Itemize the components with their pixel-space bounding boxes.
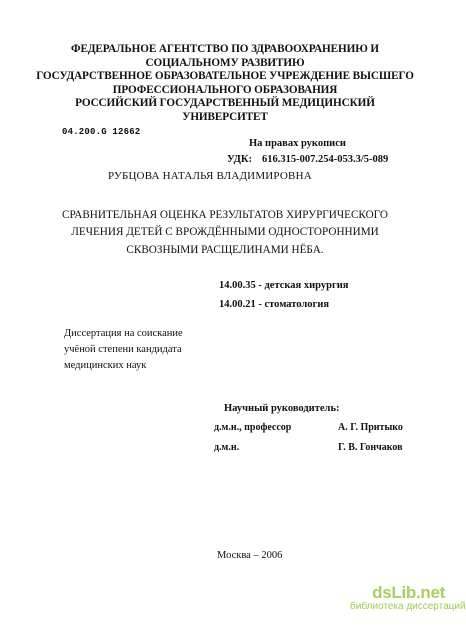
- title-line: ЛЕЧЕНИЯ ДЕТЕЙ С ВРОЖДЁННЫМИ ОДНОСТОРОННИМИ: [71, 226, 379, 239]
- library-stamp: 04.200.G 12662: [62, 127, 141, 137]
- specialty-item: 14.00.21 - стоматология: [219, 299, 330, 310]
- header-line: УНИВЕРСИТЕТ: [182, 110, 268, 123]
- degree-line: учёной степени кандидата: [64, 344, 182, 356]
- author-name: РУБЦОВА НАТАЛЬЯ ВЛАДИМИРОВНА: [108, 170, 312, 182]
- supervisor-name: Г. В. Гончаков: [338, 442, 403, 453]
- header-line: ПРОФЕССИОНАЛЬНОГО ОБРАЗОВАНИЯ: [112, 83, 338, 96]
- specialty-item: 14.00.35 - детская хирургия: [219, 280, 349, 291]
- title-line: СКВОЗНЫМИ РАСЩЕЛИНАМИ НЁБА.: [126, 243, 324, 256]
- dslib-watermark[interactable]: [350, 583, 466, 612]
- header-line: СОЦИАЛЬНОМУ РАЗВИТИЮ: [145, 56, 305, 69]
- header-line: РОССИЙСКИЙ ГОСУДАРСТВЕННЫЙ МЕДИЦИНСКИЙ: [75, 97, 375, 110]
- supervisor-title: д.м.н., профессор: [214, 422, 292, 433]
- degree-statement: [64, 326, 183, 375]
- degree-line: Диссертация на соискание: [64, 328, 183, 339]
- manuscript-rights: На правах рукописи: [249, 138, 346, 149]
- ministry-header: [0, 43, 450, 125]
- title-line: СРАВНИТЕЛЬНАЯ ОЦЕНКА РЕЗУЛЬТАТОВ ХИРУРГИЧЕСКОГО: [62, 209, 388, 221]
- place-year: Москва – 2006: [217, 550, 283, 561]
- udc-label: УДК:: [227, 154, 252, 165]
- udc-code: 616.315-007.254-053.3/5-089: [261, 154, 389, 165]
- supervisor-name: А. Г. Притыко: [338, 422, 403, 433]
- watermark-logo[interactable]: dsLib.net: [372, 583, 445, 602]
- dissertation-title: [0, 207, 450, 259]
- supervisor-title: д.м.н.: [214, 442, 240, 453]
- degree-line: медицинских наук: [64, 360, 147, 372]
- watermark-subtitle: библиотека диссертаций: [350, 601, 466, 612]
- supervisor-heading: Научный руководитель:: [224, 403, 340, 414]
- header-line: ФЕДЕРАЛЬНОЕ АГЕНТСТВО ПО ЗДРАВООХРАНЕНИЮ И: [70, 43, 380, 55]
- header-line: ГОСУДАРСТВЕННОЕ ОБРАЗОВАТЕЛЬНОЕ УЧРЕЖДЕНИЕ ВЫСШЕГО: [36, 70, 414, 83]
- udc-line: [227, 154, 388, 165]
